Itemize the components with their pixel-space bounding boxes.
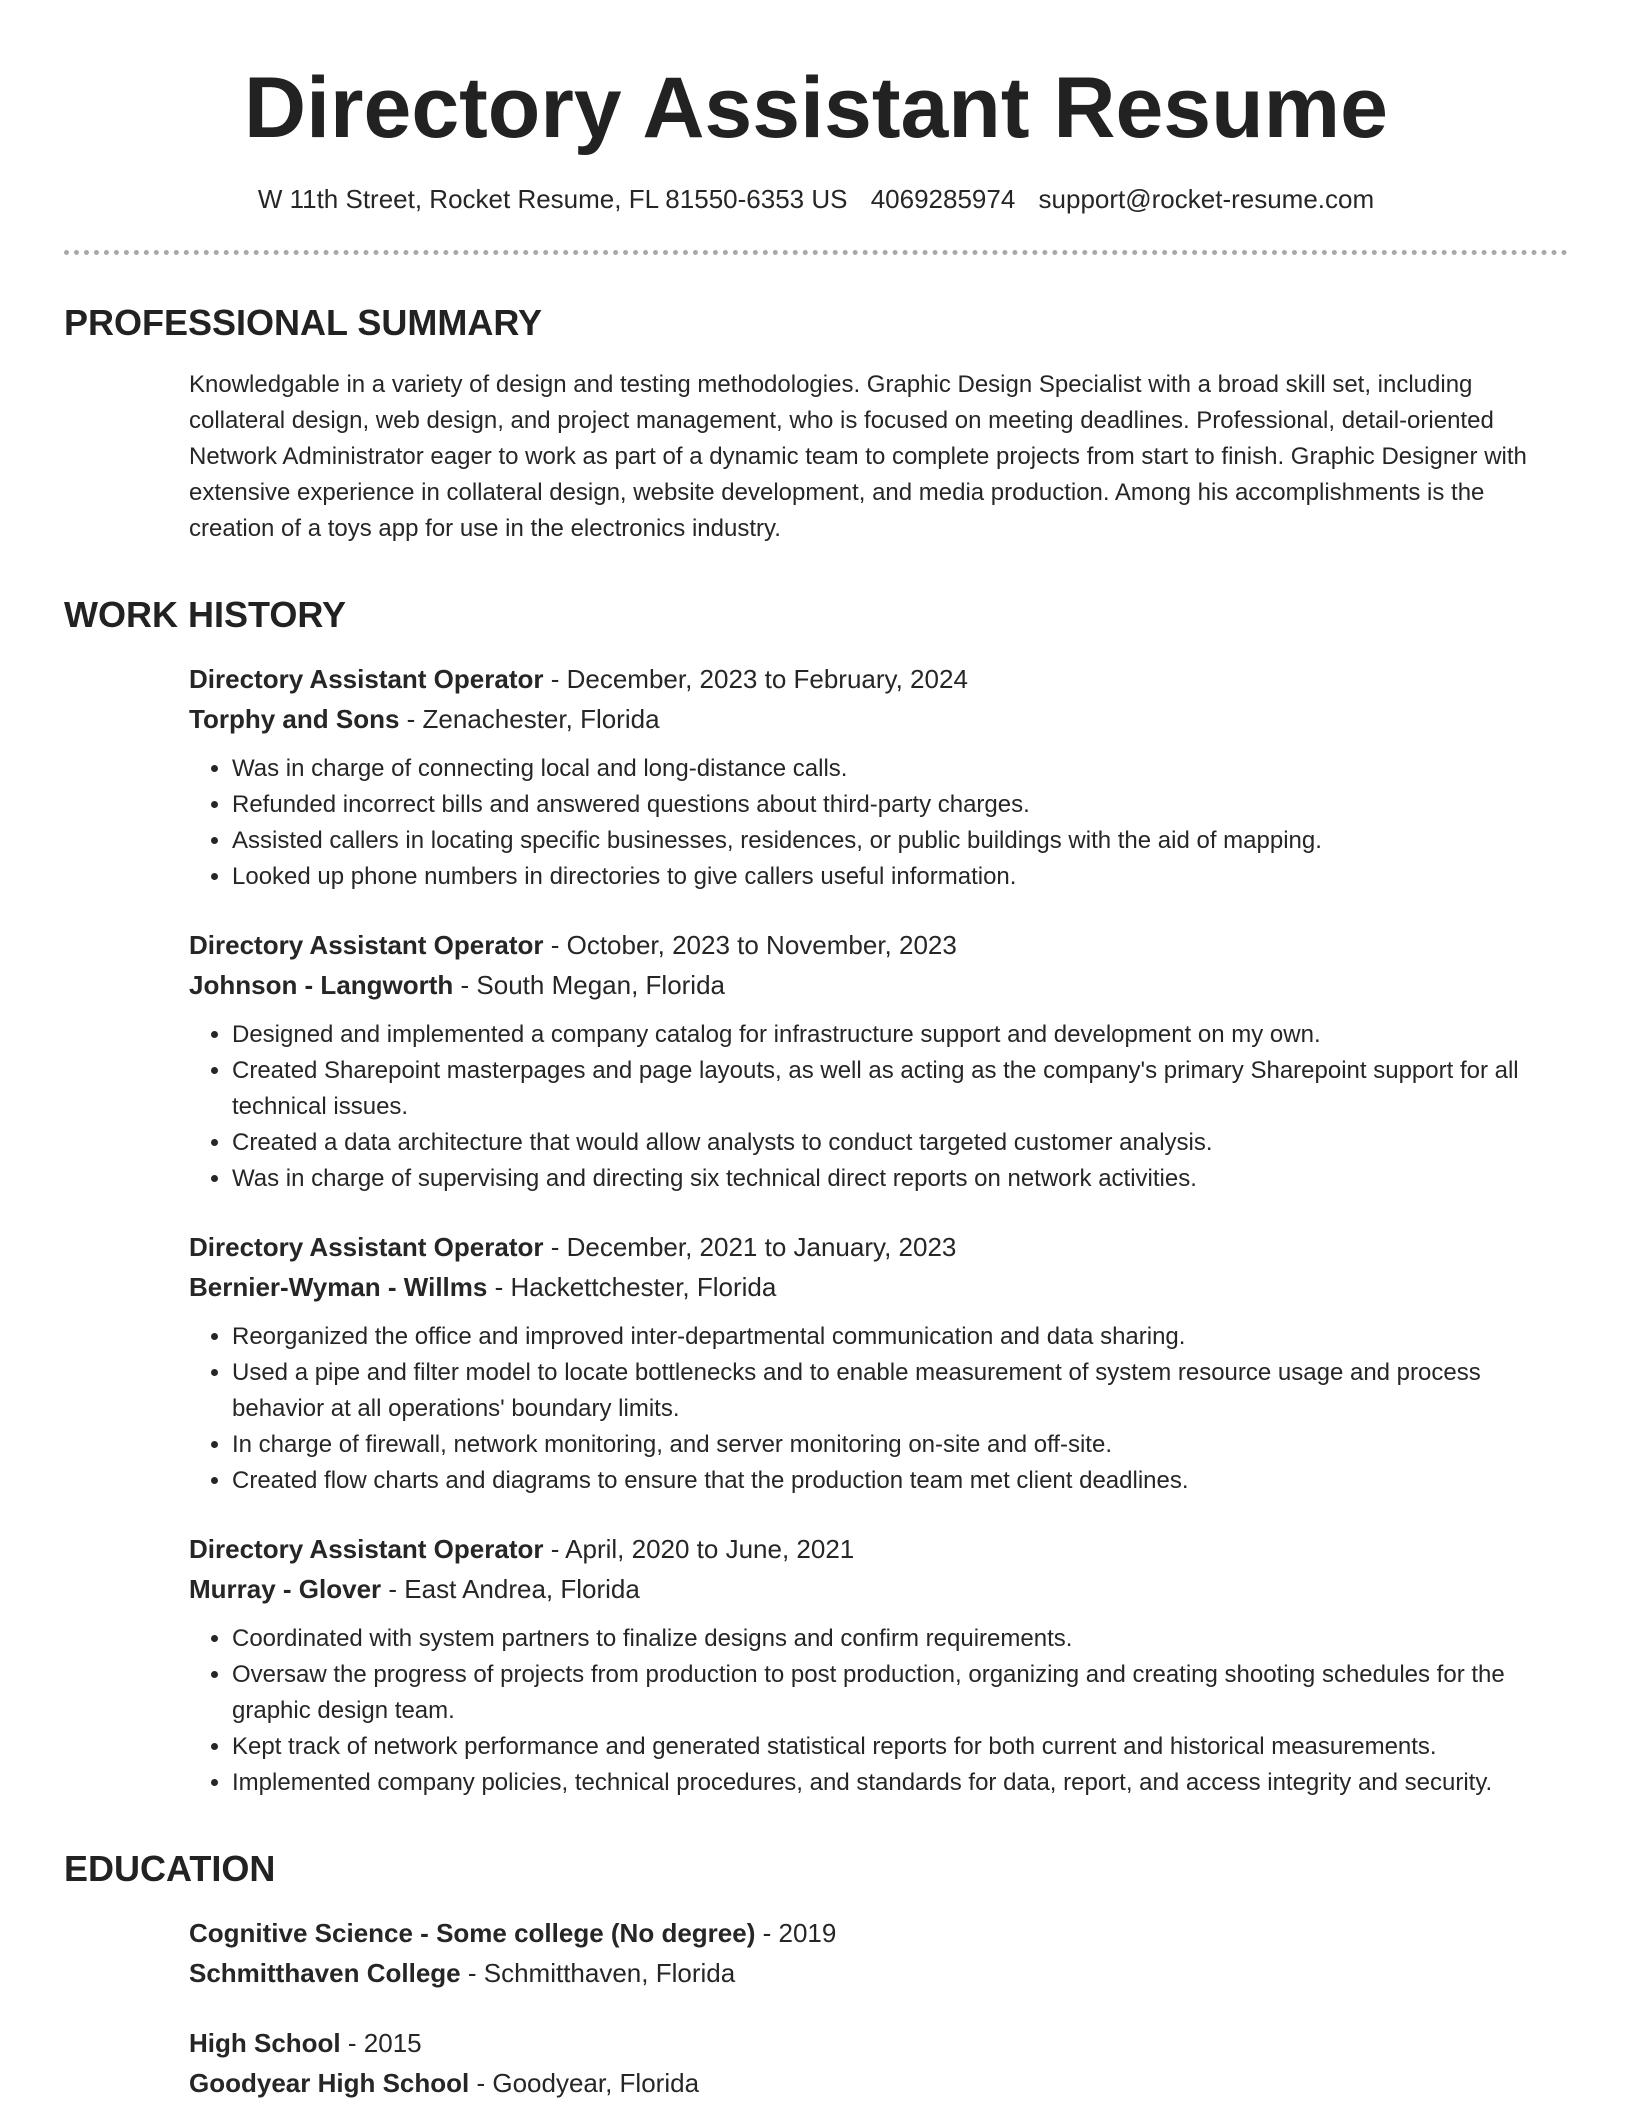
job-bullet: • Reorganized the office and improved inter-departmental communication and data sharing. [232,1319,1568,1355]
contact-phone: 4069285974 [870,184,1016,214]
job-bullet: • Created Sharepoint masterpages and page layouts, as well as acting as the company's primary Sharepoint support for all technical issues. [232,1053,1568,1125]
job-bullet: • In charge of firewall, network monitoring, and server monitoring on-site and off-site. [232,1427,1568,1463]
job-bullet: • Used a pipe and filter model to locate bottlenecks and to enable measurement of system resource usage and process behavior at all operations' boundary limits. [232,1355,1568,1427]
education-year: - 2015 [340,2028,422,2058]
job-title-line [189,1227,1568,1267]
contact-address: W 11th Street, Rocket Resume, FL 81550-6353 US [257,184,848,214]
job-bullet: • Was in charge of supervising and directing six technical direct reports on network activities. [232,1161,1568,1197]
job-title: Directory Assistant Operator [189,930,544,960]
job-title-line [189,925,1568,965]
education-school-line [189,2063,1568,2103]
job-bullet: • Oversaw the progress of projects from production to post production, organizing and creating shooting schedules for the graphic design team. [232,1657,1568,1729]
job-location: - East Andrea, Florida [381,1574,640,1604]
job-bullets [189,751,1568,895]
education-location: - Goodyear, Florida [469,2068,700,2098]
job-location: - Zenachester, Florida [399,704,660,734]
education-degree: Cognitive Science - Some college (No degree) [189,1918,756,1948]
summary-text: Knowledgable in a variety of design and testing methodologies. Graphic Design Specialist with a broad skill set, including collateral design, web design, and project management, who is focused on meeting deadlines. Professional, detail-oriented Network Administrator eager to work as part of a dynamic team to complete projects from start to finish. Graphic Designer with extensive experience in collateral design, website development, and media production. Among his accomplishments is the creation of a toys app for use in the electronics industry. [189,371,1527,542]
job-dates: - December, 2021 to January, 2023 [543,1232,957,1262]
job-company-line [189,1267,1568,1307]
job-bullets [189,1319,1568,1499]
education-school-line [189,1953,1568,1993]
job-title: Directory Assistant Operator [189,1232,544,1262]
summary-heading: PROFESSIONAL SUMMARY [64,302,543,343]
job-company: Johnson - Langworth [189,970,454,1000]
education-degree-line [189,2023,1568,2063]
work-history-heading: WORK HISTORY [64,594,347,635]
job-bullet: • Implemented company policies, technical procedures, and standards for data, report, and access integrity and security. [232,1765,1568,1801]
job-bullet: • Refunded incorrect bills and answered questions about third-party charges. [232,787,1568,823]
job-title: Directory Assistant Operator [189,1534,544,1564]
work-history-list [189,659,1568,1801]
job-company: Bernier-Wyman - Willms [189,1272,488,1302]
education-list [189,1913,1568,2103]
job-entry [189,1227,1568,1499]
job-entry [189,1529,1568,1801]
education-year: - 2019 [755,1918,837,1948]
education-degree-line [189,1913,1568,1953]
page-title: Directory Assistant Resume [244,60,1388,156]
education-entry [189,1913,1568,1993]
job-bullet: • Kept track of network performance and generated statistical reports for both current and historical measurements. [232,1729,1568,1765]
job-title-line [189,659,1568,699]
job-bullet: • Coordinated with system partners to finalize designs and confirm requirements. [232,1621,1568,1657]
education-location: - Schmitthaven, Florida [460,1958,736,1988]
job-company-line [189,1569,1568,1609]
education-school: Goodyear High School [189,2068,470,2098]
job-bullets [189,1017,1568,1197]
education-school: Schmitthaven College [189,1958,461,1988]
job-bullet: • Designed and implemented a company catalog for infrastructure support and development on my own. [232,1017,1568,1053]
job-bullets [189,1621,1568,1801]
job-location: - South Megan, Florida [453,970,726,1000]
job-entry [189,659,1568,895]
job-bullet: • Looked up phone numbers in directories to give callers useful information. [232,859,1568,895]
education-entry [189,2023,1568,2103]
job-location: - Hackettchester, Florida [487,1272,777,1302]
job-dates: - October, 2023 to November, 2023 [543,930,957,960]
job-company: Torphy and Sons [189,704,400,734]
job-dates: - April, 2020 to June, 2021 [543,1534,855,1564]
job-bullet: • Was in charge of connecting local and long-distance calls. [232,751,1568,787]
education-heading: EDUCATION [64,1848,276,1889]
education-degree: High School [189,2028,341,2058]
job-dates: - December, 2023 to February, 2024 [543,664,968,694]
contact-email: support@rocket-resume.com [1038,184,1375,214]
job-title-line [189,1529,1568,1569]
contact-line [64,182,1568,216]
job-company-line [189,699,1568,739]
job-company-line [189,965,1568,1005]
job-company: Murray - Glover [189,1574,382,1604]
job-bullet: • Assisted callers in locating specific businesses, residences, or public buildings with the aid of mapping. [232,823,1568,859]
job-bullet: • Created a data architecture that would allow analysts to conduct targeted customer analysis. [232,1125,1568,1161]
job-title: Directory Assistant Operator [189,664,544,694]
job-entry [189,925,1568,1197]
job-bullet: • Created flow charts and diagrams to ensure that the production team met client deadlines. [232,1463,1568,1499]
header-divider [64,250,1568,255]
